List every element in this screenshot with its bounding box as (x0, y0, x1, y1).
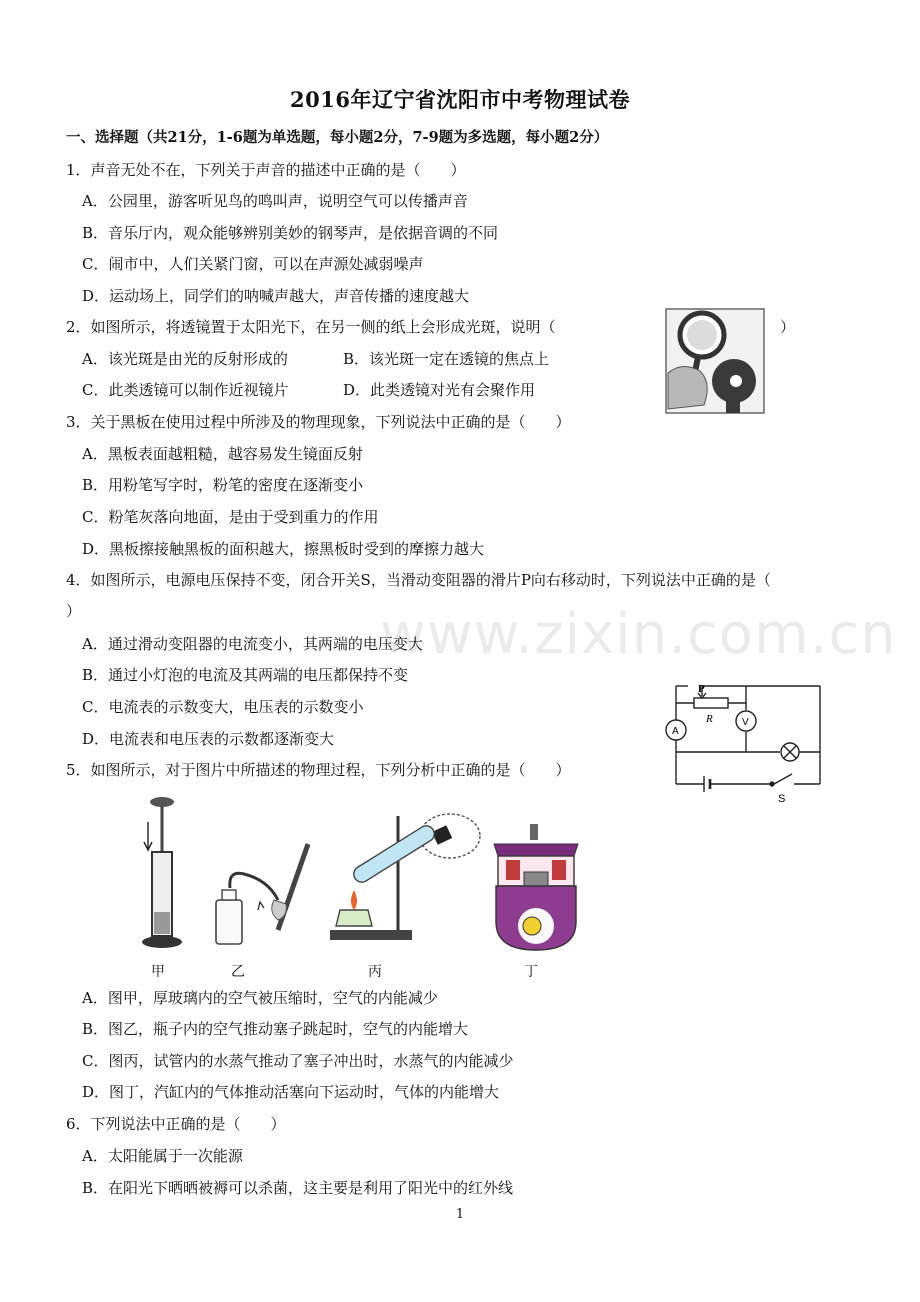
page-title: 2016年辽宁省沈阳市中考物理试卷 (290, 87, 630, 112)
question-4-option-d: D．电流表和电压表的示数都逐渐变大 (82, 730, 335, 748)
figure-caption-bing: 丙 (368, 964, 382, 980)
question-5-option-c: C．图丙，试管内的水蒸气推动了塞子冲出时，水蒸气的内能减少 (82, 1052, 514, 1070)
circuit-label-switch: S (778, 793, 786, 805)
question-6-option-a: A．太阳能属于一次能源 (82, 1147, 243, 1165)
question-3-option-d: D．黑板擦接触黑板的面积越大，擦黑板时受到的摩擦力越大 (82, 540, 485, 558)
question-5-option-d: D．图丁，汽缸内的气体推动活塞向下运动时，气体的内能增大 (82, 1083, 500, 1101)
question-4-close-paren: ） (66, 602, 82, 620)
question-6-stem: 6．下列说法中正确的是（ ） (66, 1115, 286, 1133)
question-5-option-b: B．图乙，瓶子内的空气推动塞子跳起时，空气的内能增大 (82, 1020, 469, 1038)
question-2-stem: 2．如图所示，将透镜置于太阳光下，在另一侧的纸上会形成光斑，说明（ (66, 318, 556, 336)
question-4-option-a: A．通过滑动变阻器的电流变小，其两端的电压变大 (82, 635, 423, 653)
circuit-label-voltmeter: V (742, 717, 749, 728)
figure-caption-yi: 乙 (231, 964, 245, 980)
question-4-stem: 4．如图所示，电源电压保持不变，闭合开关S，当滑动变阻器的滑片P向右移动时，下列说法中正确的是（ (66, 571, 771, 589)
question-2-option-a: A．该光斑是由光的反射形成的 (82, 350, 288, 368)
figure-ding-engine (490, 822, 582, 952)
question-3-option-a: A．黑板表面越粗糙，越容易发生镜面反射 (82, 445, 363, 463)
question-4-option-c: C．电流表的示数变大，电压表的示数变小 (82, 698, 364, 716)
question-2-option-c: C．此类透镜可以制作近视镜片 (82, 381, 289, 399)
figure-caption-ding: 丁 (524, 964, 538, 980)
watermark: www.zixin.com.cn (380, 602, 897, 667)
question-3-option-c: C．粉笔灰落向地面，是由于受到重力的作用 (82, 508, 379, 526)
question-2-close-paren: ） (780, 318, 796, 336)
question-3-option-b: B．用粉笔写字时，粉笔的密度在逐渐变小 (82, 476, 364, 494)
question-1-option-d: D．运动场上，同学们的呐喊声越大，声音传播的速度越大 (82, 287, 470, 305)
circuit-diagram (658, 680, 828, 808)
lens-figure (660, 305, 770, 417)
question-1-option-c: C．闹市中，人们关紧门窗，可以在声源处减弱噪声 (82, 255, 424, 273)
figure-caption-jia: 甲 (151, 964, 165, 980)
question-6-option-b: B．在阳光下晒晒被褥可以杀菌，这主要是利用了阳光中的红外线 (82, 1179, 514, 1197)
page-number: 1 (455, 1207, 465, 1222)
question-3-stem: 3．关于黑板在使用过程中所涉及的物理现象，下列说法中正确的是（ ） (66, 413, 571, 431)
question-2-option-d: D．此类透镜对光有会聚作用 (343, 381, 536, 399)
circuit-label-ammeter: A (672, 726, 679, 737)
question-5-option-a: A．图甲，厚玻璃内的空气被压缩时，空气的内能减少 (82, 989, 438, 1007)
question-4-option-b: B．通过小灯泡的电流及其两端的电压都保持不变 (82, 666, 409, 684)
circuit-label-r: R (706, 713, 713, 725)
question-2-option-b: B．该光斑一定在透镜的焦点上 (343, 350, 550, 368)
section-heading: 一、选择题（共21分，1-6题为单选题，每小题2分，7-9题为多选题，每小题2分） (66, 129, 609, 146)
question-1-option-a: A．公园里，游客听见鸟的鸣叫声，说明空气可以传播声音 (82, 192, 468, 210)
question-5-stem: 5．如图所示，对于图片中所描述的物理过程，下列分析中正确的是（ ） (66, 761, 571, 779)
figure-jia-piston (134, 792, 186, 952)
figure-bing-test-tube (326, 806, 486, 946)
question-1-stem: 1．声音无处不在，下列关于声音的描述中正确的是（ ） (66, 161, 466, 179)
question-1-option-b: B．音乐厅内，观众能够辨别美妙的钢琴声，是依据音调的不同 (82, 224, 499, 242)
circuit-label-p: P (698, 683, 705, 695)
figure-yi-bottle (208, 840, 324, 952)
